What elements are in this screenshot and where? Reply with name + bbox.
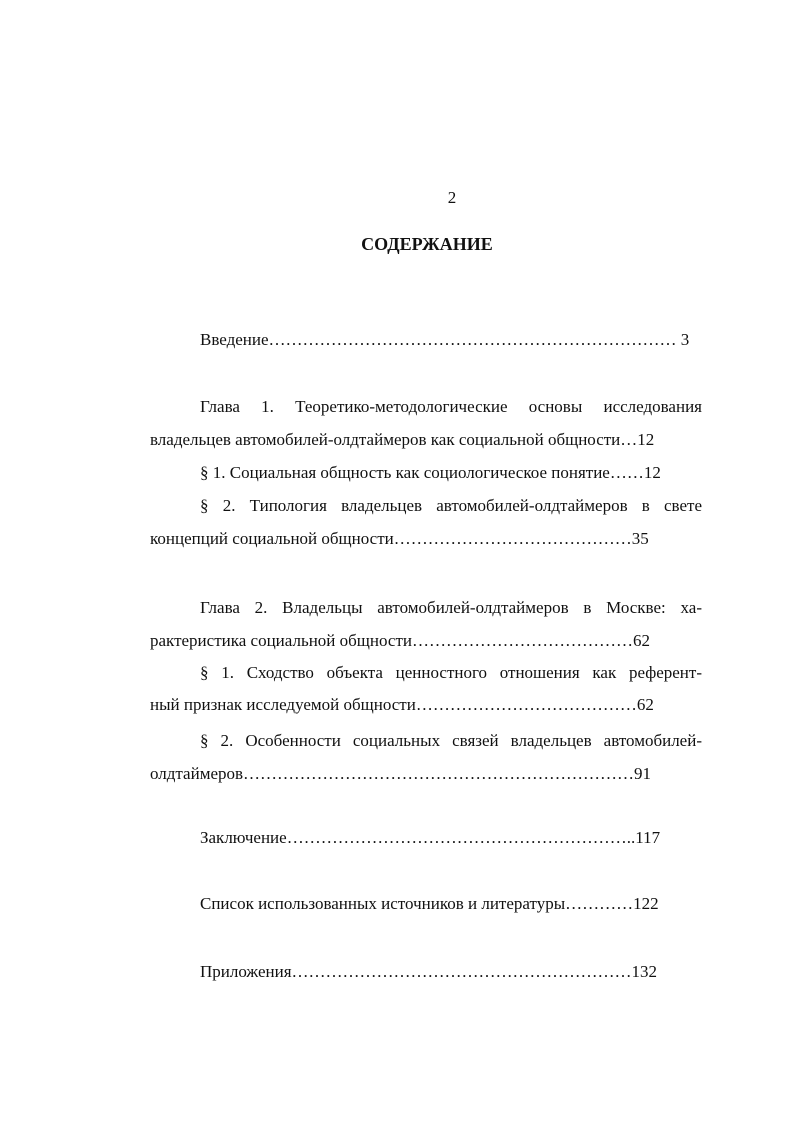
toc-entry-chapter-2-line-1: Глава 2. Владельцы автомобилей-олдтаймеров в Москве: ха- — [200, 598, 702, 617]
toc-entry-chapter-2-section-1-line-1: § 1. Сходство объекта ценностного отношения как референт- — [200, 663, 702, 682]
toc-entry-chapter-2-section-1-line-2: ный признак исследуемой общности…………………………………62 — [150, 695, 654, 714]
toc-entry-chapter-2-section-2-line-2: олдтаймеров……………………………………………………………91 — [150, 764, 652, 783]
page-number: 2 — [447, 188, 457, 207]
toc-entry-intro: Введение……………………………………………………………… 3 — [200, 330, 690, 349]
toc-entry-chapter-2-section-2-line-1: § 2. Особенности социальных связей владельцев автомобилей- — [200, 731, 702, 750]
page-title: СОДЕРЖАНИЕ — [361, 234, 493, 254]
toc-entry-chapter-1-section-1: § 1. Социальная общность как социологическое понятие……12 — [200, 463, 661, 482]
toc-entry-appendix: Приложения……………………………………………………132 — [200, 962, 658, 981]
toc-entry-chapter-1-line-2: владельцев автомобилей-олдтаймеров как социальной общности…12 — [150, 430, 655, 449]
toc-entry-chapter-1-line-1: Глава 1. Теоретико-методологические основы исследования — [200, 397, 702, 416]
toc-entry-conclusion: Заключение……………………………………………………..117 — [200, 828, 661, 847]
toc-entry-chapter-1-section-2-line-1: § 2. Типология владельцев автомобилей-олдтаймеров в свете — [200, 496, 702, 515]
toc-entry-chapter-1-section-2-line-2: концепций социальной общности……………………………………35 — [150, 529, 649, 548]
toc-entry-chapter-2-line-2: рактеристика социальной общности…………………………………62 — [150, 631, 650, 650]
toc-entry-references: Список использованных источников и литературы…………122 — [200, 894, 659, 913]
